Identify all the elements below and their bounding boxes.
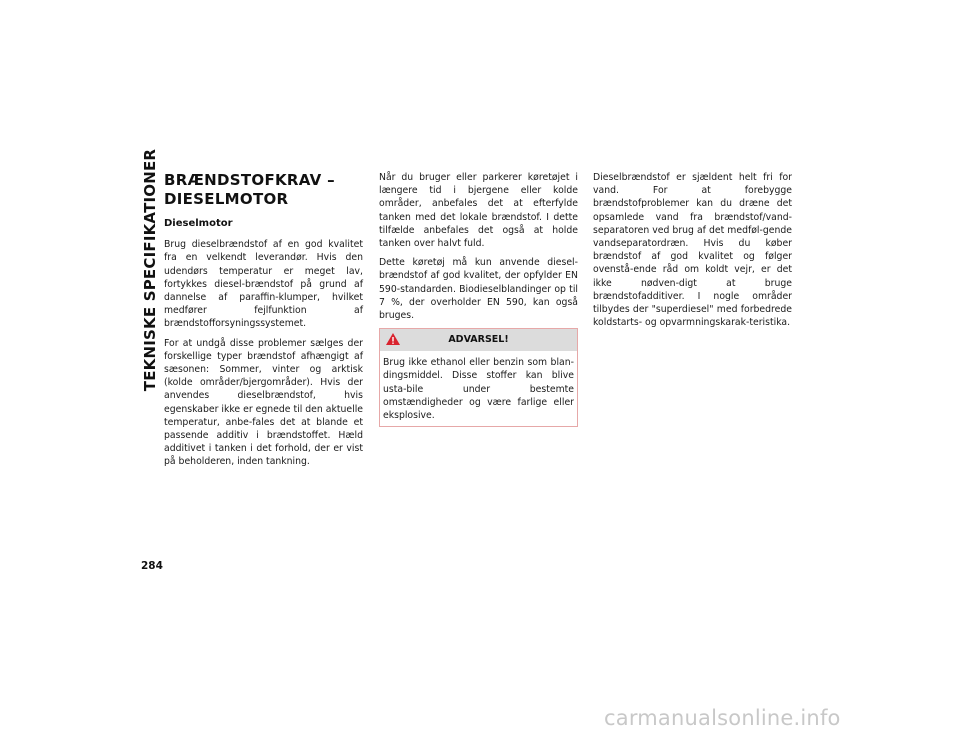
paragraph: For at undgå disse problemer sælges der forskellige typer brændstof afhængigt af sæsonen: Sommer, vinter og arktisk (kolde områder/bjergområder). Hvis der anvendes dieselbrændstof, hvis egenskaber ikke er egnede til den aktuelle temperatur, anbe-fales det at blande et passende additiv i brændstoffet. Hæld additivet i tanken i det forhold, der er vist på beholderen, inden tankning. <box>164 337 363 468</box>
paragraph: Dette køretøj må kun anvende diesel-brændstof af god kvalitet, der opfylder EN 590-standarden. Biodieselblandinger op til 7 %, der overholder EN 590, kan også bruges. <box>379 257 578 322</box>
warning-box <box>379 328 578 427</box>
paragraph: Brug dieselbrændstof af en god kvalitet fra en velkendt leverandør. Hvis den udendørs temperatur er meget lav, fortykkes diesel-brændstof på grund af dannelse af paraffin-klumper, hvilket medfører fejlfunktion af brændstofforsyningssystemet. <box>164 239 363 330</box>
warning-title: ADVARSEL! <box>448 334 509 346</box>
paragraph: Dieselbrændstof er sjældent helt fri for vand. For at forebygge brændstofproblemer kan du dræne det opsamlede vand fra brændstof/vand-separatoren ved brug af det medføl-gende vandseparatordræn. Hvis du køber brændstof af god kvalitet og følger ovenstå-ende råd om koldt vejr, er det ikke nødven-digt at bruge brændstofadditiver. I nogle områder tilbydes der "superdiesel" med forbedrede koldstarts- og opvarmningskarak-teristika. <box>593 172 792 329</box>
watermark: carmanualsonline.info <box>604 706 841 730</box>
text-column-1 <box>164 171 363 475</box>
chapter-side-tab <box>139 148 161 392</box>
subheading-diesel-engine: Dieselmotor <box>164 218 233 229</box>
page-number: 284 <box>141 560 163 572</box>
text-column-3 <box>593 171 792 335</box>
warning-header <box>380 329 577 351</box>
chapter-label: TEKNISKE SPECIFIKATIONER <box>141 148 159 392</box>
warning-text: Brug ikke ethanol eller benzin som blan-dingsmiddel. Disse stoffer kan blive usta-bile under bestemte omstændigheder og være farlige eller eksplosive. <box>383 357 574 422</box>
section-title: BRÆNDSTOFKRAV – DIESELMOTOR <box>164 171 335 208</box>
paragraph: Når du bruger eller parkerer køretøjet i længere tid i bjergene eller kolde områder, anbefales det at efterfylde tanken med det lokale brændstof. I dette tilfælde anbefales det også at holde tanken over halvt fuld. <box>379 172 578 250</box>
warning-triangle-icon <box>385 332 401 346</box>
text-column-2 <box>379 171 578 427</box>
